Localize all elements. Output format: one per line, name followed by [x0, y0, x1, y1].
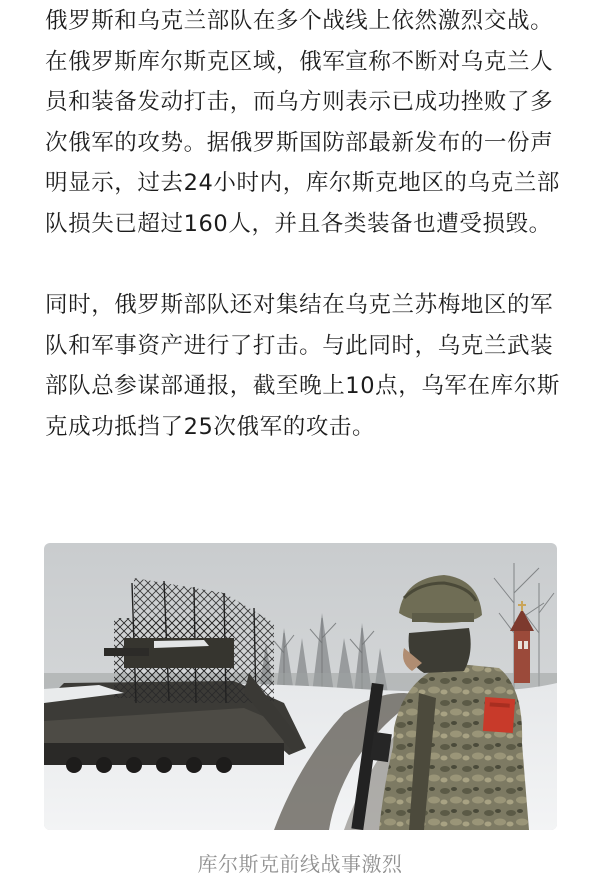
article-photo[interactable]	[44, 543, 557, 830]
photo-caption: 库尔斯克前线战事激烈	[197, 852, 403, 876]
photo-illustration	[44, 543, 557, 830]
article-paragraph-2: 同时，俄罗斯部队还对集结在乌克兰苏梅地区的军队和军事资产进行了打击。与此同时，乌克兰武装部队总参谋部通报，截至晚上10点，乌军在库尔斯克成功抵挡了25次俄军的攻击。	[45, 292, 560, 440]
article-body	[45, 0, 565, 447]
article-paragraph-1: 俄罗斯和乌克兰部队在多个战线上依然激烈交战。在俄罗斯库尔斯克区域，俄军宣称不断对乌克兰人员和装备发动打击，而乌方则表示已成功挫败了多次俄军的攻势。据俄罗斯国防部最新发布的一份声明显示，过去24小时内，库尔斯克地区的乌克兰部队损失已超过160人，并且各类装备也遭受损毁。	[45, 8, 560, 237]
